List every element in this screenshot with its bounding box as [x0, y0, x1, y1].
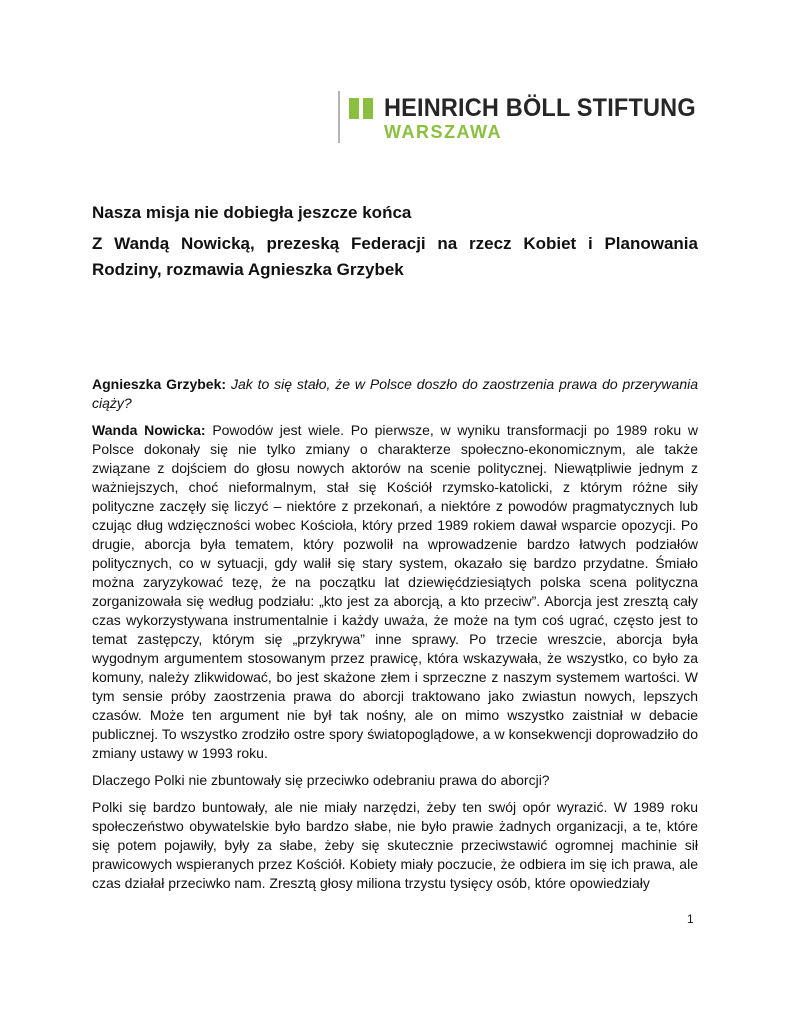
logo-divider-line: [338, 91, 340, 143]
interview-question-2: Dlaczego Polki nie zbuntowały się przeciwko odebraniu prawa do aborcji?: [92, 772, 550, 788]
interview-answer-2: Polki się bardzo buntowały, ale nie miały narzędzi, żeby ten swój opór wyrazić. W 1989 roku społeczeństwo obywatelskie było bardzo słabe, nie było prawie żadnych organizacji, a te, które się potem pojawiły, były za słabe, żeby się skutecznie przeciwstawić ogromnej machinie sił prawicowych wspieranych przez Kościół. Kobiety miały poczucie, że odbiera im się ich prawa, ale czas działał przeciwko nam. Zresztą głosy miliona trzystu tysięcy osób, które opowiedziały: [92, 799, 698, 891]
logo-green-square-2: [363, 98, 373, 119]
interview-question-1: [92, 375, 698, 413]
page-number: 1: [687, 912, 694, 926]
logo-green-square-1: [349, 98, 359, 119]
article-content: [92, 200, 698, 901]
speaker-interviewee: Wanda Nowicka:: [92, 422, 206, 438]
article-title: Nasza misja nie dobiegła jeszcze końca: [92, 203, 412, 222]
heinrich-boll-logo: [338, 91, 700, 143]
question-text: Jak to się stało, że w Polsce doszło do zaostrzenia prawa do przerywania ciąży?: [92, 376, 699, 411]
answer-text: Powodów jest wiele. Po pierwsze, w wyniku transformacji po 1989 roku w Polsce dokonały się nie tylko zmiany o charakterze społeczno-ekonomicznym, ale także związane z dojściem do głosu nowych aktorów na scenie politycznej. Niewątpliwie jednym z ważniejszych, choć nieformalnym, stał się Kościół rzymsko-katolicki, z którym różne siły polityczne zaczęły się liczyć – niektóre z przekonań, a niektóre z powodów pragmatycznych lub czując dług wdzięczności wobec Kościoła, który przed 1989 rokiem dawał wsparcie opozycji. Po drugie, aborcja była tematem, który pozwolił na wprowadzenie bardzo łatwych podziałów politycznych, co w sytuacji, gdy walił się stary system, okazało się bardzo przydatne. Śmiało można zaryzykować tezę, że na początku lat dziewięćdziesiątych polska scena polityczna zorganizowała się według podziału: „kto jest za aborcją, a kto przeciw”. Aborcja jest zresztą cały czas wykorzystywana instrumentalnie i każdy uważa, że może na tym coś ugrać, często jest to temat zastępczy, którym się „przykrywa” inne sprawy. Po trzecie wreszcie, aborcja była wygodnym argumentem stosowanym przez prawicę, która wskazywała, że wszystko, co było za komuny, należy zlikwidować, bo jest skażone złem i sprzeczne z naszym systemem wartości. W tym sensie próby zaostrzenia prawa do aborcji traktowano jako zwiastun nowych, lepszych czasów. Może ten argument nie był tak nośny, ale on mimo wszystko zaistniał w debacie publicznej. To wszystko zrodziło ostre spory światopoglądowe, a w konsekwencji doprowadziło do zmiany ustawy w 1993 roku.: [92, 422, 698, 761]
interview-answer-1: [92, 421, 698, 763]
logo-city-name: WARSZAWA: [384, 122, 502, 142]
article-subtitle: Z Wandą Nowicką, prezeską Federacji na rzecz Kobiet i Planowania Rodziny, rozmawia Agnieszka Grzybek: [92, 234, 698, 279]
speaker-interviewer: Agnieszka Grzybek:: [92, 376, 227, 392]
logo-organization-name: HEINRICH BÖLL STIFTUNG: [384, 94, 696, 122]
article-body: [92, 375, 698, 893]
